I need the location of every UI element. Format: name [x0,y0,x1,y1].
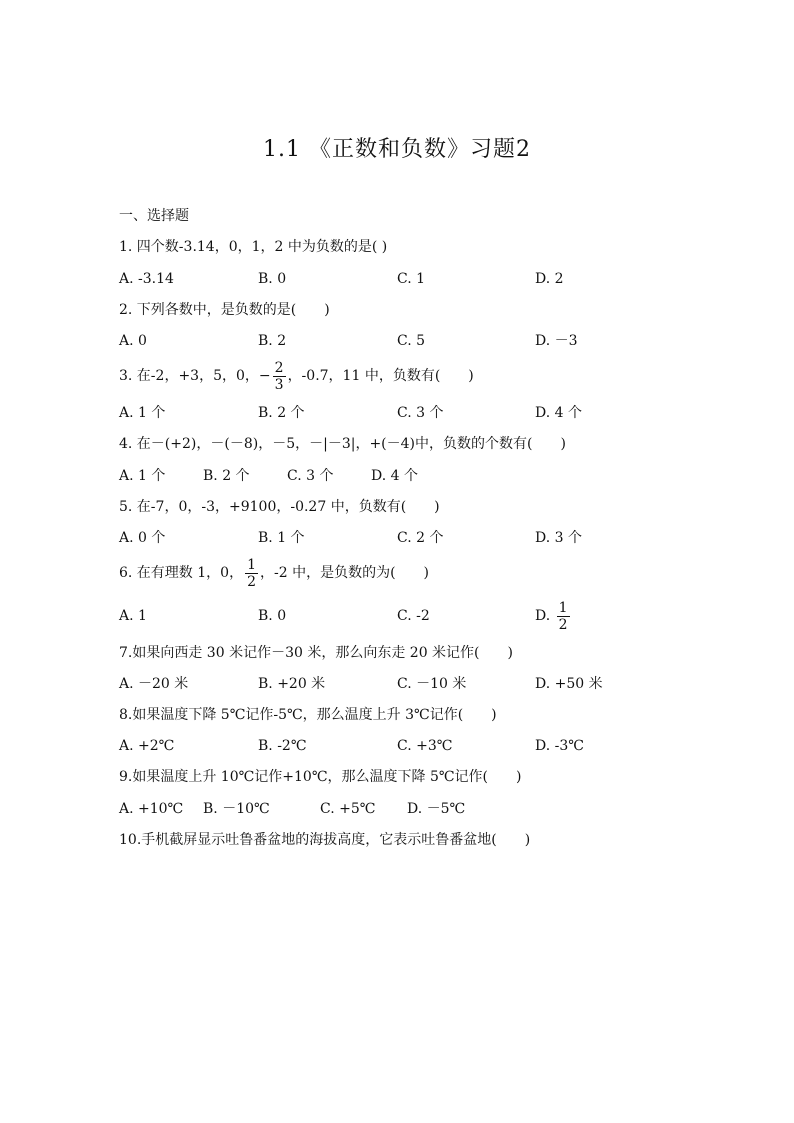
q6-option-d-label: D. [535,608,551,624]
q4-option-b: B. 2 个 [203,468,250,484]
q4-option-a: A. 1 个 [119,468,166,484]
q7-option-d: D. +50 米 [535,676,603,692]
question-5: 5. 在-7，0，-3，+9100，-0.27 中，负数有( ) [119,499,440,515]
q3-option-c: C. 3 个 [397,405,444,421]
question-6 [119,553,429,593]
q6-option-a: A. 1 [119,608,147,624]
question-6-text-pre: 6. 在有理数 1，0， [119,565,244,581]
q7-option-b: B. +20 米 [258,676,326,692]
q9-option-a: A. +10℃ [119,801,184,817]
fraction-one-half [557,600,570,633]
q7-option-c: C. －10 米 [397,676,467,692]
question-1: 1. 四个数-3.14，0，1，2 中为负数的是( ) [119,239,388,255]
q9-option-d: D. －5℃ [407,801,466,817]
q5-option-a: A. 0 个 [119,530,166,546]
q2-option-d: D. －3 [535,333,578,349]
section-heading: 一、选择题 [119,208,189,224]
question-3-text-pre: 3. 在-2，+3，5，0，− [119,368,271,384]
fraction-numerator: 1 [558,599,568,616]
q5-option-d: D. 3 个 [535,530,582,546]
fraction-denominator: 3 [274,376,284,393]
question-3-text-post: ，-0.7，11 中，负数有( ) [287,368,474,384]
fraction-numerator: 1 [247,556,256,573]
fraction-two-thirds [273,360,286,393]
fraction-one-half [245,557,258,590]
question-2: 2. 下列各数中，是负数的是( ) [119,302,330,318]
q4-option-d: D. 4 个 [371,468,418,484]
q1-option-c: C. 1 [397,271,426,287]
q9-option-b: B. －10℃ [203,801,270,817]
q2-option-b: B. 2 [258,333,287,349]
q8-option-b: B. -2℃ [258,738,307,754]
q4-option-c: C. 3 个 [287,468,334,484]
q1-option-d: D. 2 [535,271,564,287]
q8-option-d: D. -3℃ [535,738,584,754]
q1-option-b: B. 0 [258,271,287,287]
question-4: 4. 在－(+2)，－(－8)，－5，－|－3|，+(－4)中，负数的个数有( ) [119,436,566,452]
question-7: 7.如果向西走 30 米记作－30 米，那么向东走 20 米记作( ) [119,645,513,661]
fraction-numerator: 2 [274,359,284,376]
question-10: 10.手机截屏显示吐鲁番盆地的海拔高度，它表示吐鲁番盆地( ) [119,832,531,848]
q6-option-b: B. 0 [258,608,287,624]
question-6-text-post: ，-2 中，是负数的为( ) [260,565,430,581]
q7-option-a: A. －20 米 [119,676,189,692]
q2-option-c: C. 5 [397,333,426,349]
question-9: 9.如果温度上升 10℃记作+10℃，那么温度下降 5℃记作( ) [119,769,522,785]
fraction-denominator: 2 [247,573,256,590]
q2-option-a: A. 0 [119,333,147,349]
q3-option-a: A. 1 个 [119,405,166,421]
q6-option-d [535,596,572,636]
fraction-denominator: 2 [558,616,568,633]
q3-option-b: B. 2 个 [258,405,305,421]
q1-option-a: A. -3.14 [119,271,174,287]
q8-option-a: A. +2℃ [119,738,175,754]
q3-option-d: D. 4 个 [535,405,582,421]
q5-option-c: C. 2 个 [397,530,444,546]
q6-option-c: C. -2 [397,608,430,624]
question-3 [119,356,474,396]
q8-option-c: C. +3℃ [397,738,453,754]
q9-option-c: C. +5℃ [320,801,376,817]
q5-option-b: B. 1 个 [258,530,305,546]
page-title: 1.1 《正数和负数》习题2 [263,137,531,162]
question-8: 8.如果温度下降 5℃记作-5℃，那么温度上升 3℃记作( ) [119,707,497,723]
